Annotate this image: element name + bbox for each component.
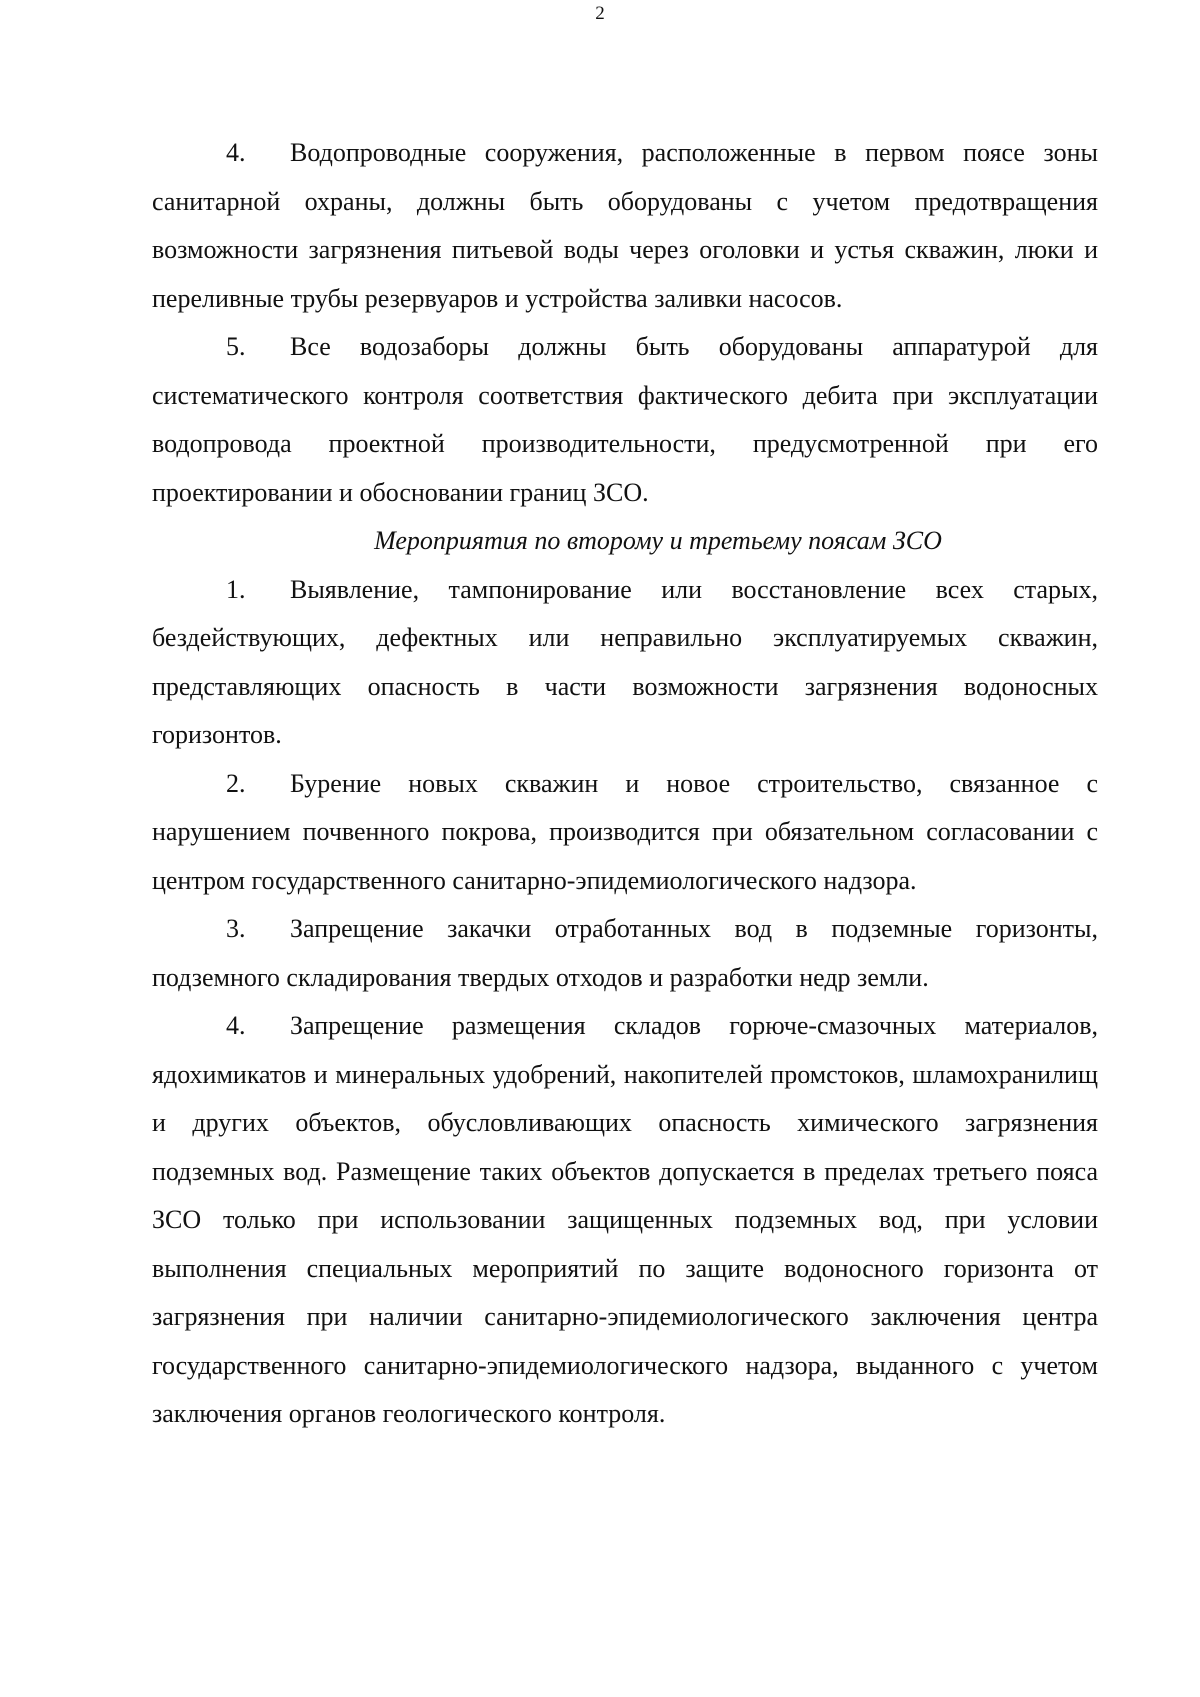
item-number: 3.	[226, 914, 246, 943]
item-number: 5.	[226, 332, 246, 361]
paragraph-item-2	[152, 760, 1098, 906]
item-text: Все водозаборы должны быть оборудованы аппаратурой для систематического контроля соответствия фактического дебита при эксплуатации водопровода проектной производительности, предусмотренной при его проектировании и обосновании границ ЗСО.	[152, 332, 1098, 507]
document-body	[152, 129, 1098, 1439]
item-number: 4.	[226, 138, 246, 167]
item-number: 4.	[226, 1011, 246, 1040]
item-number: 2.	[226, 768, 246, 798]
paragraph-item-5	[152, 323, 1098, 517]
item-number: 1.	[226, 574, 246, 604]
page-number: 2	[595, 3, 605, 24]
item-text: Бурение новых скважин и новое строительство, связанное с нарушением почвенного покрова, производится при обязательном согласовании с центром государственного санитарно-эпидемиологического надзора.	[152, 768, 1098, 895]
item-text: Водопроводные сооружения, расположенные в первом поясе зоны санитарной охраны, должны быть оборудованы с учетом предотвращения возможности загрязнения питьевой воды через оголовки и устья скважин, люки и переливные трубы резервуаров и устройства заливки насосов.	[152, 138, 1098, 313]
paragraph-item-4	[152, 129, 1098, 323]
item-text: Выявление, тампонирование или восстановление всех старых, бездействующих, дефектных или неправильно эксплуатируемых скважин, представляющих опасность в части возможности загрязнения водоносных горизонтов.	[152, 574, 1098, 749]
paragraph-item-1	[152, 566, 1098, 760]
section-heading: Мероприятия по второму и третьему поясам ЗСО	[374, 526, 942, 555]
paragraph-item-4b	[152, 1002, 1098, 1439]
item-text: Запрещение размещения складов горюче-смазочных материалов, ядохимикатов и минеральных удобрений, накопителей промстоков, шламохранилищ и других объектов, обусловливающих опасность химического загрязнения подземных вод. Размещение таких объектов допускается в пределах третьего пояса ЗСО только при использовании защищенных подземных вод, при условии выполнения специальных мероприятий по защите водоносного горизонта от загрязнения при наличии санитарно-эпидемиологического заключения центра государственного санитарно-эпидемиологического надзора, выданного с учетом заключения органов геологического контроля.	[152, 1011, 1098, 1428]
paragraph-item-3	[152, 905, 1098, 1002]
item-text: Запрещение закачки отработанных вод в подземные горизонты, подземного складирования твердых отходов и разработки недр земли.	[152, 914, 1098, 992]
